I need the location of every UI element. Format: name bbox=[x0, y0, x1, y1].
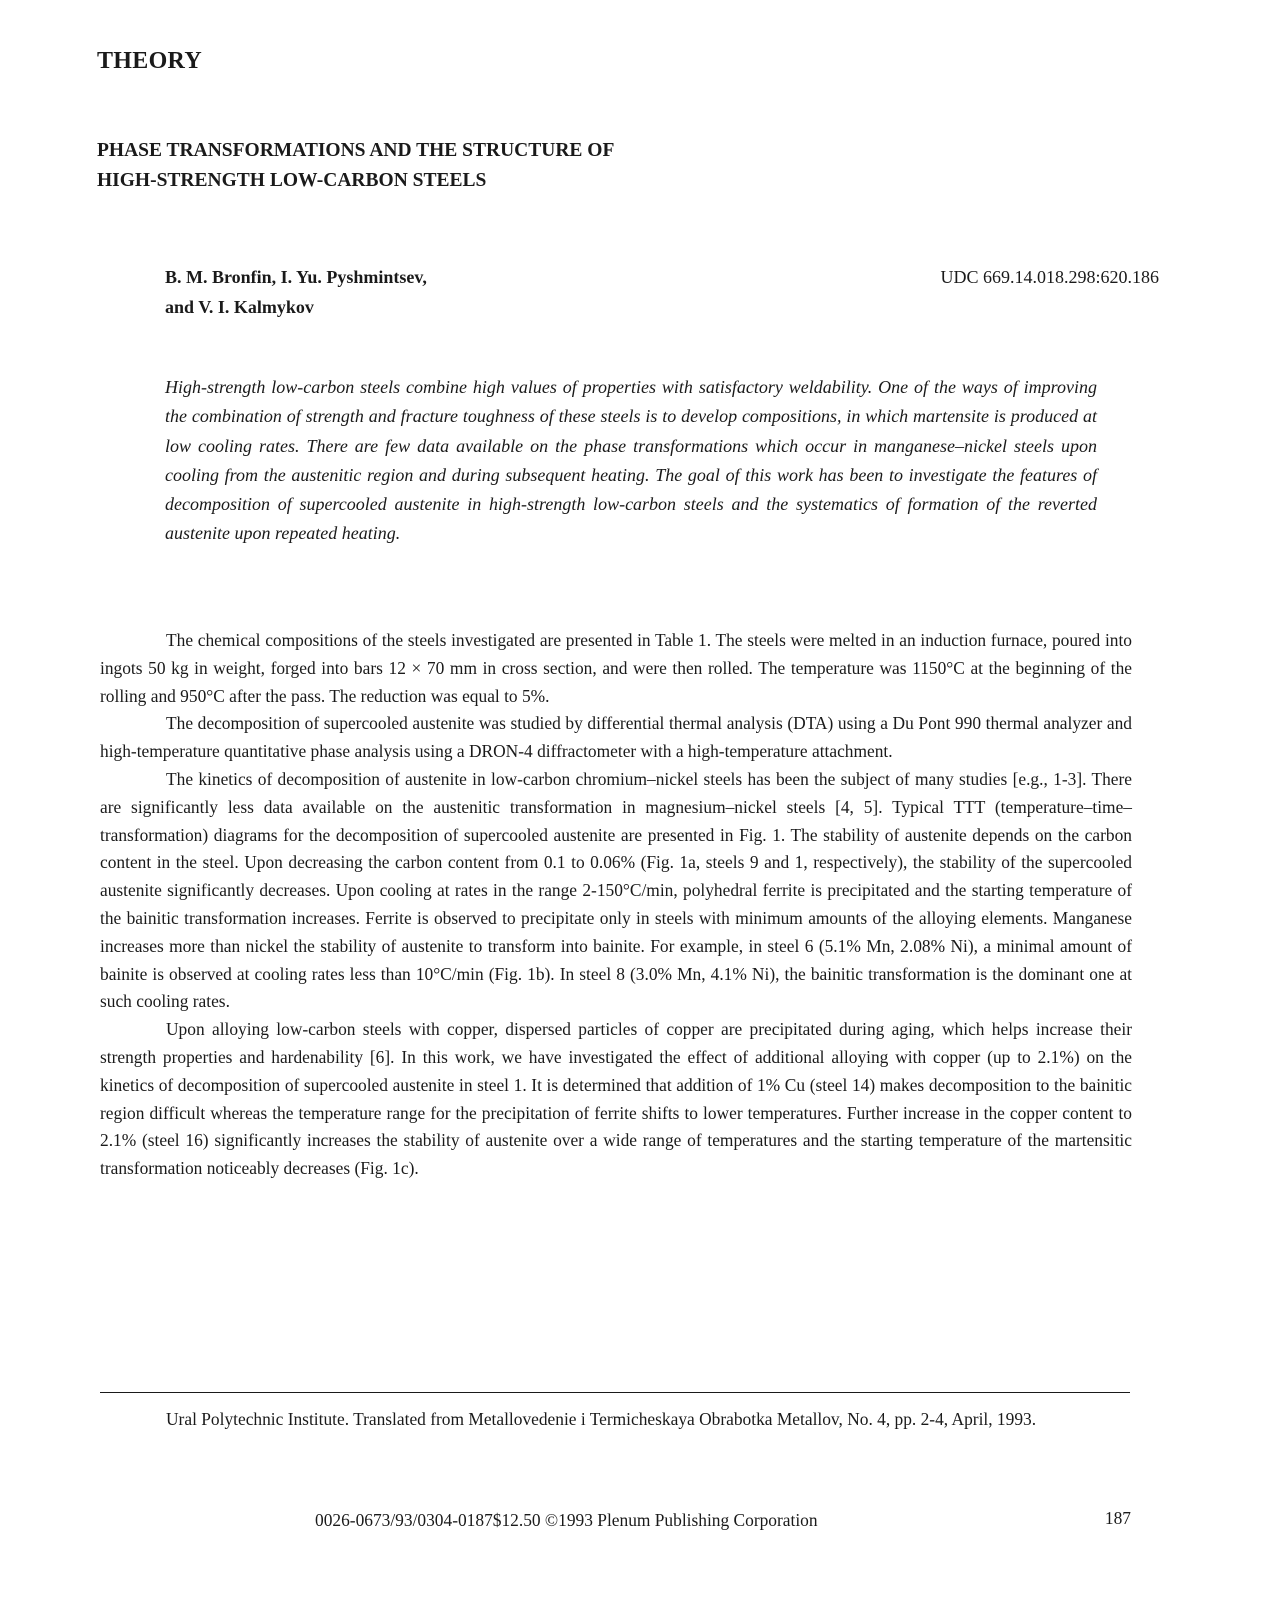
footnote-text: Ural Polytechnic Institute. Translated from Metallovedenie i Termicheskaya Obrabotka Metallov, No. 4, pp. 2-4, April, 1993. bbox=[166, 1409, 1037, 1429]
article-title-line-1: PHASE TRANSFORMATIONS AND THE STRUCTURE OF bbox=[97, 140, 615, 161]
body-paragraph-4: Upon alloying low-carbon steels with copper, dispersed particles of copper are precipitated during aging, which helps increase their strength properties and hardenability [6]. In this work, we have investigated the effect of additional alloying with copper (up to 2.1%) on the kinetics of decomposition of supercooled austenite in steel 1. It is determined that addition of 1% Cu (steel 14) makes decomposition to the bainitic region difficult whereas the temperature range for the precipitation of ferrite shifts to lower temperatures. Further increase in the copper content to 2.1% (steel 16) significantly increases the stability of austenite over a wide range of temperatures and the starting temperature of the martensitic transformation noticeably decreases (Fig. 1c). bbox=[100, 1019, 1132, 1179]
author-line-2: and V. I. Kalmykov bbox=[165, 297, 314, 317]
body-paragraph-1: The chemical compositions of the steels investigated are presented in Table 1. The steels were melted in an induction furnace, poured into ingots 50 kg in weight, forged into bars 12 × 70 mm in cross section, and were then rolled. The temperature was 1150°C at the beginning of the rolling and 950°C after the pass. The reduction was equal to 5%. bbox=[100, 630, 1132, 706]
article-title bbox=[97, 136, 997, 196]
body-text bbox=[100, 627, 1132, 1183]
body-paragraph-2: The decomposition of supercooled austenite was studied by differential thermal analysis (DTA) using a Du Pont 990 thermal analyzer and high-temperature quantitative phase analysis using a DRON-4 diffractometer with a high-temperature attachment. bbox=[100, 713, 1132, 762]
footnote bbox=[100, 1404, 1132, 1434]
abstract-text: High-strength low-carbon steels combine high values of properties with satisfactory weldability. One of the ways of improving the combination of strength and fracture toughness of these steels is to develop compositions, in which martensite is produced at low cooling rates. There are few data available on the phase transformations which occur in manganese–nickel steels upon cooling from the austenitic region and during subsequent heating. The goal of this work has been to investigate the features of decomposition of supercooled austenite in high-strength low-carbon steels and the systematics of formation of the reverted austenite upon repeated heating. bbox=[165, 377, 1097, 544]
author-list bbox=[165, 262, 427, 322]
body-paragraph-3: The kinetics of decomposition of austenite in low-carbon chromium–nickel steels has been the subject of many studies [e.g., 1-3]. There are significantly less data available on the austenitic transformation in magnesium–nickel steels [4, 5]. Typical TTT (temperature–time–transformation) diagrams for the decomposition of supercooled austenite are presented in Fig. 1. The stability of austenite depends on the carbon content in the steel. Upon decreasing the carbon content from 0.1 to 0.06% (Fig. 1a, steels 9 and 1, respectively), the stability of the supercooled austenite significantly decreases. Upon cooling at rates in the range 2-150°C/min, polyhedral ferrite is precipitated and the starting temperature of the bainitic transformation increases. Ferrite is observed to precipitate only in steels with minimum amounts of the alloying elements. Manganese increases more than nickel the stability of austenite to transform into bainite. For example, in steel 6 (5.1% Mn, 2.08% Ni), a minimal amount of bainite is observed at cooling rates less than 10°C/min (Fig. 1b). In steel 8 (3.0% Mn, 4.1% Ni), the bainitic transformation is the dominant one at such cooling rates. bbox=[100, 768, 1132, 1012]
udc-code: UDC 669.14.018.298:620.186 bbox=[940, 267, 1159, 287]
page-number: 187 bbox=[1104, 1508, 1131, 1528]
footnote-divider bbox=[100, 1392, 1130, 1393]
author-line-1: B. M. Bronfin, I. Yu. Pyshmintsev, bbox=[165, 267, 427, 287]
section-heading: THEORY bbox=[97, 48, 202, 74]
abstract bbox=[165, 373, 1097, 549]
article-title-line-2: HIGH-STRENGTH LOW-CARBON STEELS bbox=[97, 170, 487, 191]
copyright-line: 0026-0673/93/0304-0187$12.50 ©1993 Plenum Publishing Corporation bbox=[315, 1510, 818, 1530]
